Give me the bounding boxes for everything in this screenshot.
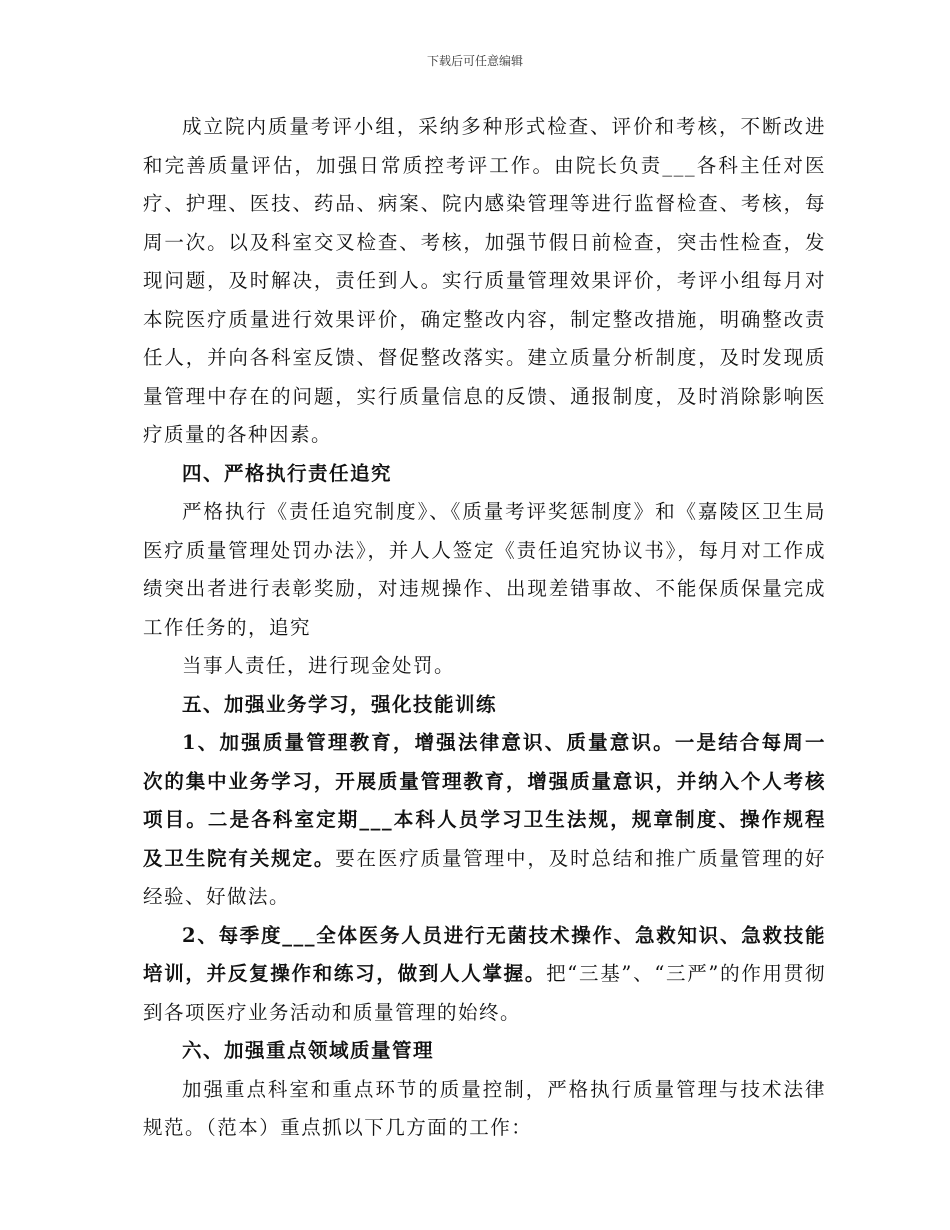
bold-text: 2、每季度___全体医务人员进行无菌技术操作、急救知识、急救技能培训，并反复操作和练习，做到人人掌握。 <box>143 923 826 985</box>
paragraph-key-areas: 加强重点科室和重点环节的质量控制，严格执行质量管理与技术法律规范。（范本）重点抓以下几方面的工作： <box>143 1077 826 1139</box>
section-heading-4: 四、严格执行责任追究 <box>182 461 393 485</box>
paragraph-quality-education <box>143 724 826 917</box>
paragraph-skill-training <box>143 917 826 1033</box>
section-heading-5: 五、加强业务学习，强化技能训练 <box>182 692 498 716</box>
page-header: 下载后可任意编辑 <box>426 54 523 68</box>
normal-text: 要在医疗质量管理中，及时总结和推广质量管理的好经验、好做法。 <box>143 846 826 908</box>
normal-text: 把“三基”、“三严”的作用贯彻到各项医疗业务活动和质量管理的始终。 <box>143 962 826 1024</box>
paragraph-quality-evaluation: 成立院内质量考评小组，采纳多种形式检查、评价和考核，不断改进和完善质量评估，加强日常质控考评工作。由院长负责___各科主任对医疗、护理、医技、药品、病案、院内感染管理等进行监督检查、考核，每周一次。以及科室交叉检查、考核，加强节假日前检查，突击性检查，发现问题，及时解决，责任到人。实行质量管理效果评价，考评小组每月对本院医疗质量进行效果评价，确定整改内容，制定整改措施，明确整改责任人，并向各科室反馈、督促整改落实。建立质量分析制度，及时发现质量管理中存在的问题，实行质量信息的反馈、通报制度，及时消除影响医疗质量的各种因素。 <box>143 115 826 446</box>
paragraph-accountability-cont: 当事人责任，进行现金处罚。 <box>182 654 456 677</box>
paragraph-accountability: 严格执行《责任追究制度》、《质量考评奖惩制度》和《嘉陵区卫生局医疗质量管理处罚办法》，并人人签定《责任追究协议书》，每月对工作成绩突出者进行表彰奖励，对违规操作、出现差错事故、不能保质保量完成工作任务的，追究 <box>143 500 826 639</box>
document-body <box>143 108 826 1148</box>
bold-text: 1、加强质量管理教育，增强法律意识、质量意识。一是结合每周一次的集中业务学习，开展质量管理教育，增强质量意识，并纳入个人考核项目。二是各科室定期___本科人员学习卫生法规，规章制度、操作规程及卫生院有关规定。 <box>143 731 826 870</box>
section-heading-6: 六、加强重点领域质量管理 <box>182 1039 435 1062</box>
